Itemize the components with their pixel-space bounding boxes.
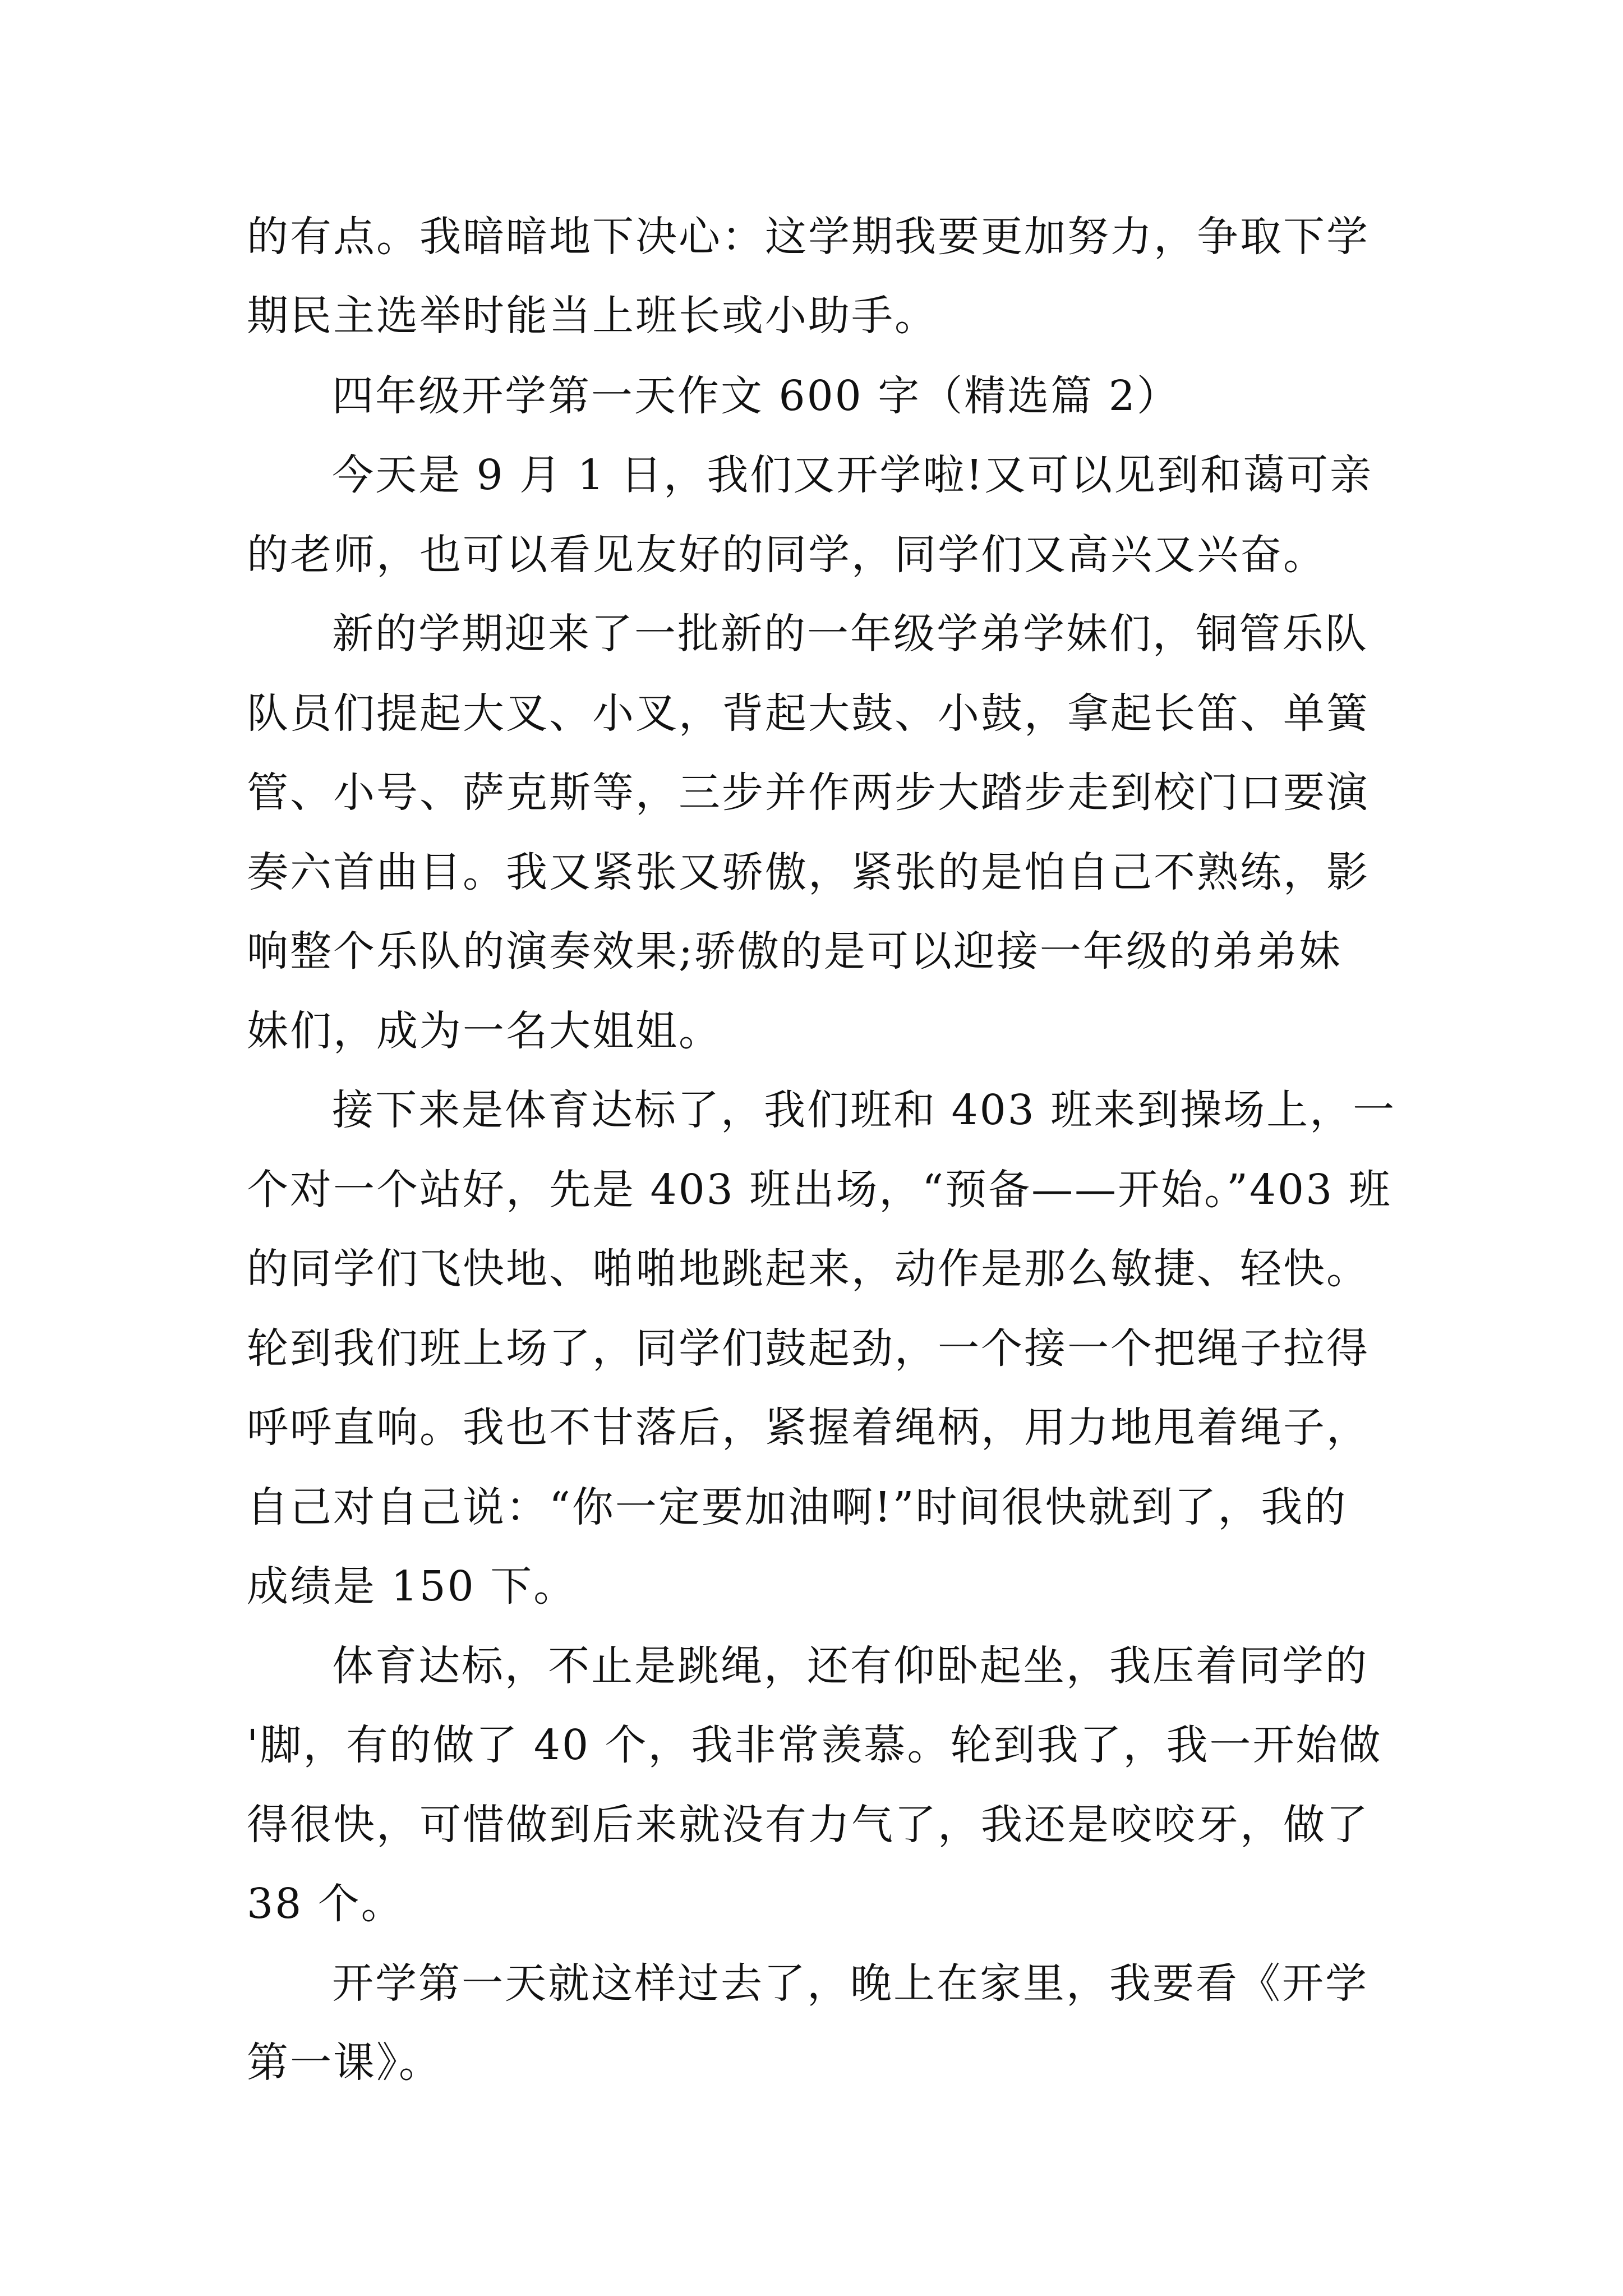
text-line: 的有点。我暗暗地下决心：这学期我要更加努力，争取下学 — [247, 213, 1370, 261]
text-line: 队员们提起大叉、小叉，背起大鼓、小鼓，拿起长笛、单簧 — [247, 689, 1370, 738]
section-heading: 四年级开学第一天作文 600 字（精选篇 2） — [332, 372, 1180, 420]
text-line: 成绩是 150 下。 — [247, 1562, 577, 1611]
text-line: '脚，有的做了 40 个，我非常羡慕。轮到我了，我一开始做 — [247, 1721, 1382, 1769]
text-line: 的同学们飞快地、啪啪地跳起来，动作是那么敏捷、轻快。 — [247, 1245, 1370, 1293]
text-line: 管、小号、萨克斯等，三步并作两步大踏步走到校门口要演 — [247, 769, 1370, 817]
text-line: 38 个。 — [247, 1880, 404, 1928]
text-line: 期民主选举时能当上班长或小助手。 — [247, 292, 938, 340]
text-line: 轮到我们班上场了，同学们鼓起劲，一个接一个把绳子拉得 — [247, 1324, 1370, 1373]
text-line: 奏六首曲目。我又紧张又骄傲，紧张的是怕自己不熟练，影 — [247, 848, 1370, 896]
text-line: 呼呼直响。我也不甘落后，紧握着绳柄，用力地甩着绳子， — [247, 1404, 1370, 1452]
text-line: 自己对自己说：“你一定要加油啊!”时间很快就到了，我的 — [247, 1483, 1348, 1531]
text-line: 个对一个站好，先是 403 班出场，“预备——开始。”403 班 — [247, 1166, 1392, 1214]
text-line: 得很快，可惜做到后来就没有力气了，我还是咬咬牙，做了 — [247, 1801, 1370, 1849]
text-line: 今天是 9 月 1 日，我们又开学啦!又可以见到和蔼可亲 — [332, 451, 1373, 499]
text-line: 妹们，成为一名大姐姐。 — [247, 1007, 722, 1055]
text-line: 新的学期迎来了一批新的一年级学弟学妹们，铜管乐队 — [332, 610, 1368, 658]
text-line: 第一课》。 — [247, 2039, 442, 2087]
text-line: 响整个乐队的演奏效果;骄傲的是可以迎接一年级的弟弟妹 — [247, 927, 1342, 976]
text-line: 接下来是体育达标了，我们班和 403 班来到操场上，一 — [332, 1086, 1396, 1134]
text-line: 开学第一天就这样过去了，晚上在家里，我要看《开学 — [332, 1959, 1368, 2008]
text-line: 的老师，也可以看见友好的同学，同学们又高兴又兴奋。 — [247, 531, 1326, 579]
text-line: 体育达标，不止是跳绳，还有仰卧起坐，我压着同学的 — [332, 1642, 1368, 1690]
